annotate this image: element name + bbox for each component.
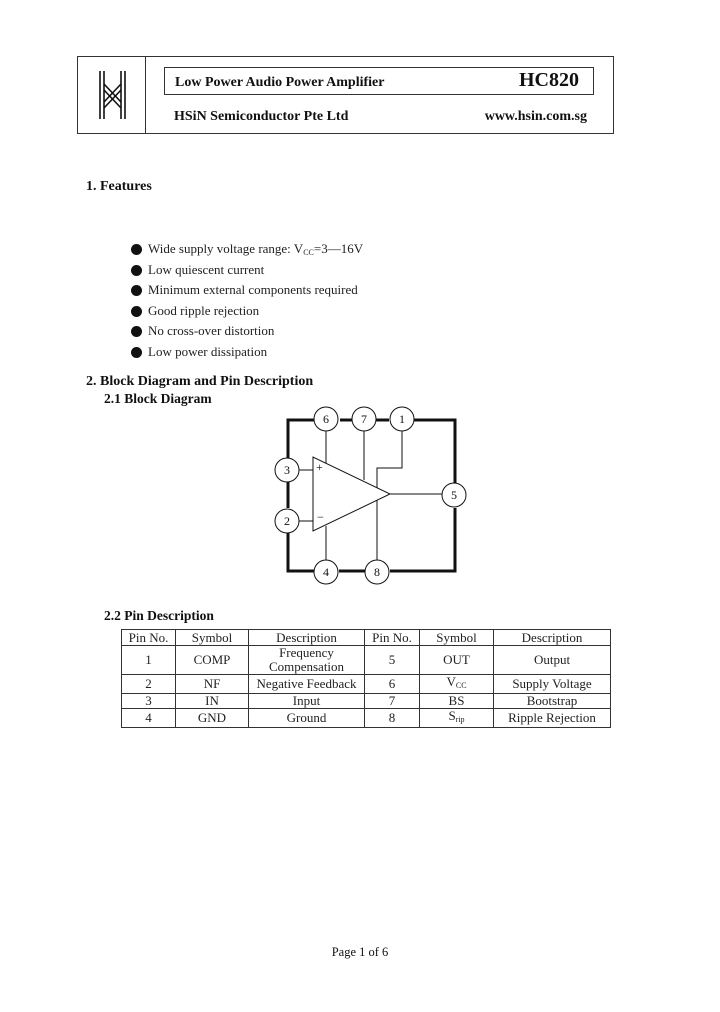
cell-symbol-2-text: S [448,708,456,723]
cell-pin-no-2 [365,709,420,728]
feature-item [131,260,363,281]
feature-subscript: CC [303,248,314,257]
feature-item [131,321,363,342]
cell-description-line-2: Compensation [268,659,345,674]
pin-label-7: 7 [361,412,367,426]
feature-text: No cross-over distortion [148,323,275,338]
cell-description-2 [494,709,611,728]
cell-pin-no-2-text: 8 [388,710,396,725]
cell-pin-no-text: 4 [145,710,152,725]
cell-description-2-text: Bootstrap [526,693,578,708]
cell-description-2-text: Supply Voltage [512,676,592,691]
page-number: Page 1 of 6 [331,945,389,959]
pin-description-table [121,629,611,728]
cell-description-2-text: Output [533,652,571,667]
bullet-icon [131,285,142,296]
part-number: HC820 [519,69,579,91]
cell-pin-no-2-text: 5 [388,652,396,667]
table-row [122,694,611,709]
diagram-wires [299,431,442,560]
document-title: Low Power Audio Power Amplifier [175,75,385,90]
minus-sign: − [317,510,324,524]
bullet-icon [131,306,142,317]
features-list [131,239,363,362]
feature-item [131,280,363,301]
pin-label-2: 2 [284,514,290,528]
cell-pin-no [122,709,176,728]
cell-description [249,709,365,728]
cell-description-line: Ground [286,710,327,725]
bullet-icon [131,326,142,337]
bullet-icon [131,265,142,276]
block-pin-heading: 2. Block Diagram and Pin Description [86,374,314,389]
block-diagram-heading: 2.1 Block Diagram [104,391,212,406]
cell-symbol-2-text: OUT [443,652,470,667]
company-name: HSiN Semiconductor Pte Ltd [174,109,349,124]
cell-symbol-2-subscript: rip [455,715,465,724]
table-row [122,675,611,694]
cell-symbol-2 [420,694,494,709]
cell-symbol-2 [420,675,494,694]
pin-label-1: 1 [399,412,405,426]
cell-symbol-text: IN [205,693,219,708]
cell-pin-no-2 [365,675,420,694]
hsin-logo-icon [78,57,145,133]
cell-description-2-text: Ripple Rejection [508,710,596,725]
cell-pin-no-text: 3 [145,693,152,708]
pin-label-5: 5 [451,488,457,502]
pin-circles [275,407,466,584]
bullet-icon [131,244,142,255]
table-row [122,709,611,728]
cell-symbol [176,694,249,709]
cell-pin-no-text: 2 [145,676,152,691]
website-link[interactable]: www.hsin.com.sg [484,109,587,124]
cell-symbol-text: GND [197,710,227,725]
cell-description-line: Frequency [279,645,334,660]
header-symbol: Symbol [176,630,249,646]
cell-pin-no-2-text: 7 [388,693,396,708]
header-description-2: Description [494,630,611,646]
cell-symbol [176,709,249,728]
cell-symbol [176,646,249,675]
pin-label-3: 3 [284,463,290,477]
cell-description-2 [494,675,611,694]
cell-description-line: Negative Feedback [256,676,357,691]
feature-text: Low quiescent current [148,261,265,277]
cell-description-2 [494,646,611,675]
pin-label-8: 8 [374,565,380,579]
cell-pin-no-2 [365,694,420,709]
table-row [122,646,611,675]
feature-text: Wide supply voltage range: V [148,241,304,256]
cell-description-2 [494,694,611,709]
feature-item [131,342,363,363]
feature-item [131,301,363,322]
cell-pin-no-2 [365,646,420,675]
feature-item [131,239,363,260]
header-description: Description [249,630,365,646]
header-pin-no: Pin No. [122,630,176,646]
cell-pin-no [122,694,176,709]
cell-symbol-2-text: BS [448,693,465,708]
pin-label-4: 4 [323,565,329,579]
table-header-row [122,630,611,646]
block-diagram [265,400,475,590]
features-heading: 1. Features [86,179,152,194]
bullet-icon [131,347,142,358]
cell-symbol-2 [420,646,494,675]
title-box [164,67,594,95]
cell-symbol-2-text: V [446,674,456,689]
pin-description-heading: 2.2 Pin Description [104,608,214,623]
cell-description [249,675,365,694]
cell-description-line: Input [292,693,321,708]
header-pin-no-2: Pin No. [365,630,420,646]
cell-symbol-text: NF [203,676,221,691]
cell-pin-no-2-text: 6 [388,676,396,691]
feature-text: Good ripple rejection [148,302,260,318]
cell-symbol-2-subscript: CC [455,681,467,690]
plus-sign: + [316,460,323,474]
feature-text: Low power dissipation [148,343,268,359]
header-symbol-2: Symbol [420,630,494,646]
document-header [77,56,614,134]
logo-cell [78,57,146,133]
cell-symbol-text: COMP [193,652,231,667]
cell-symbol-2 [420,709,494,728]
feature-text-suffix: =3—16V [313,241,364,256]
cell-description [249,646,365,675]
cell-description [249,694,365,709]
feature-text: Minimum external components required [148,282,358,297]
cell-pin-no-text: 1 [145,652,152,667]
cell-symbol [176,675,249,694]
cell-pin-no [122,675,176,694]
pin-label-6: 6 [323,412,329,426]
cell-pin-no [122,646,176,675]
